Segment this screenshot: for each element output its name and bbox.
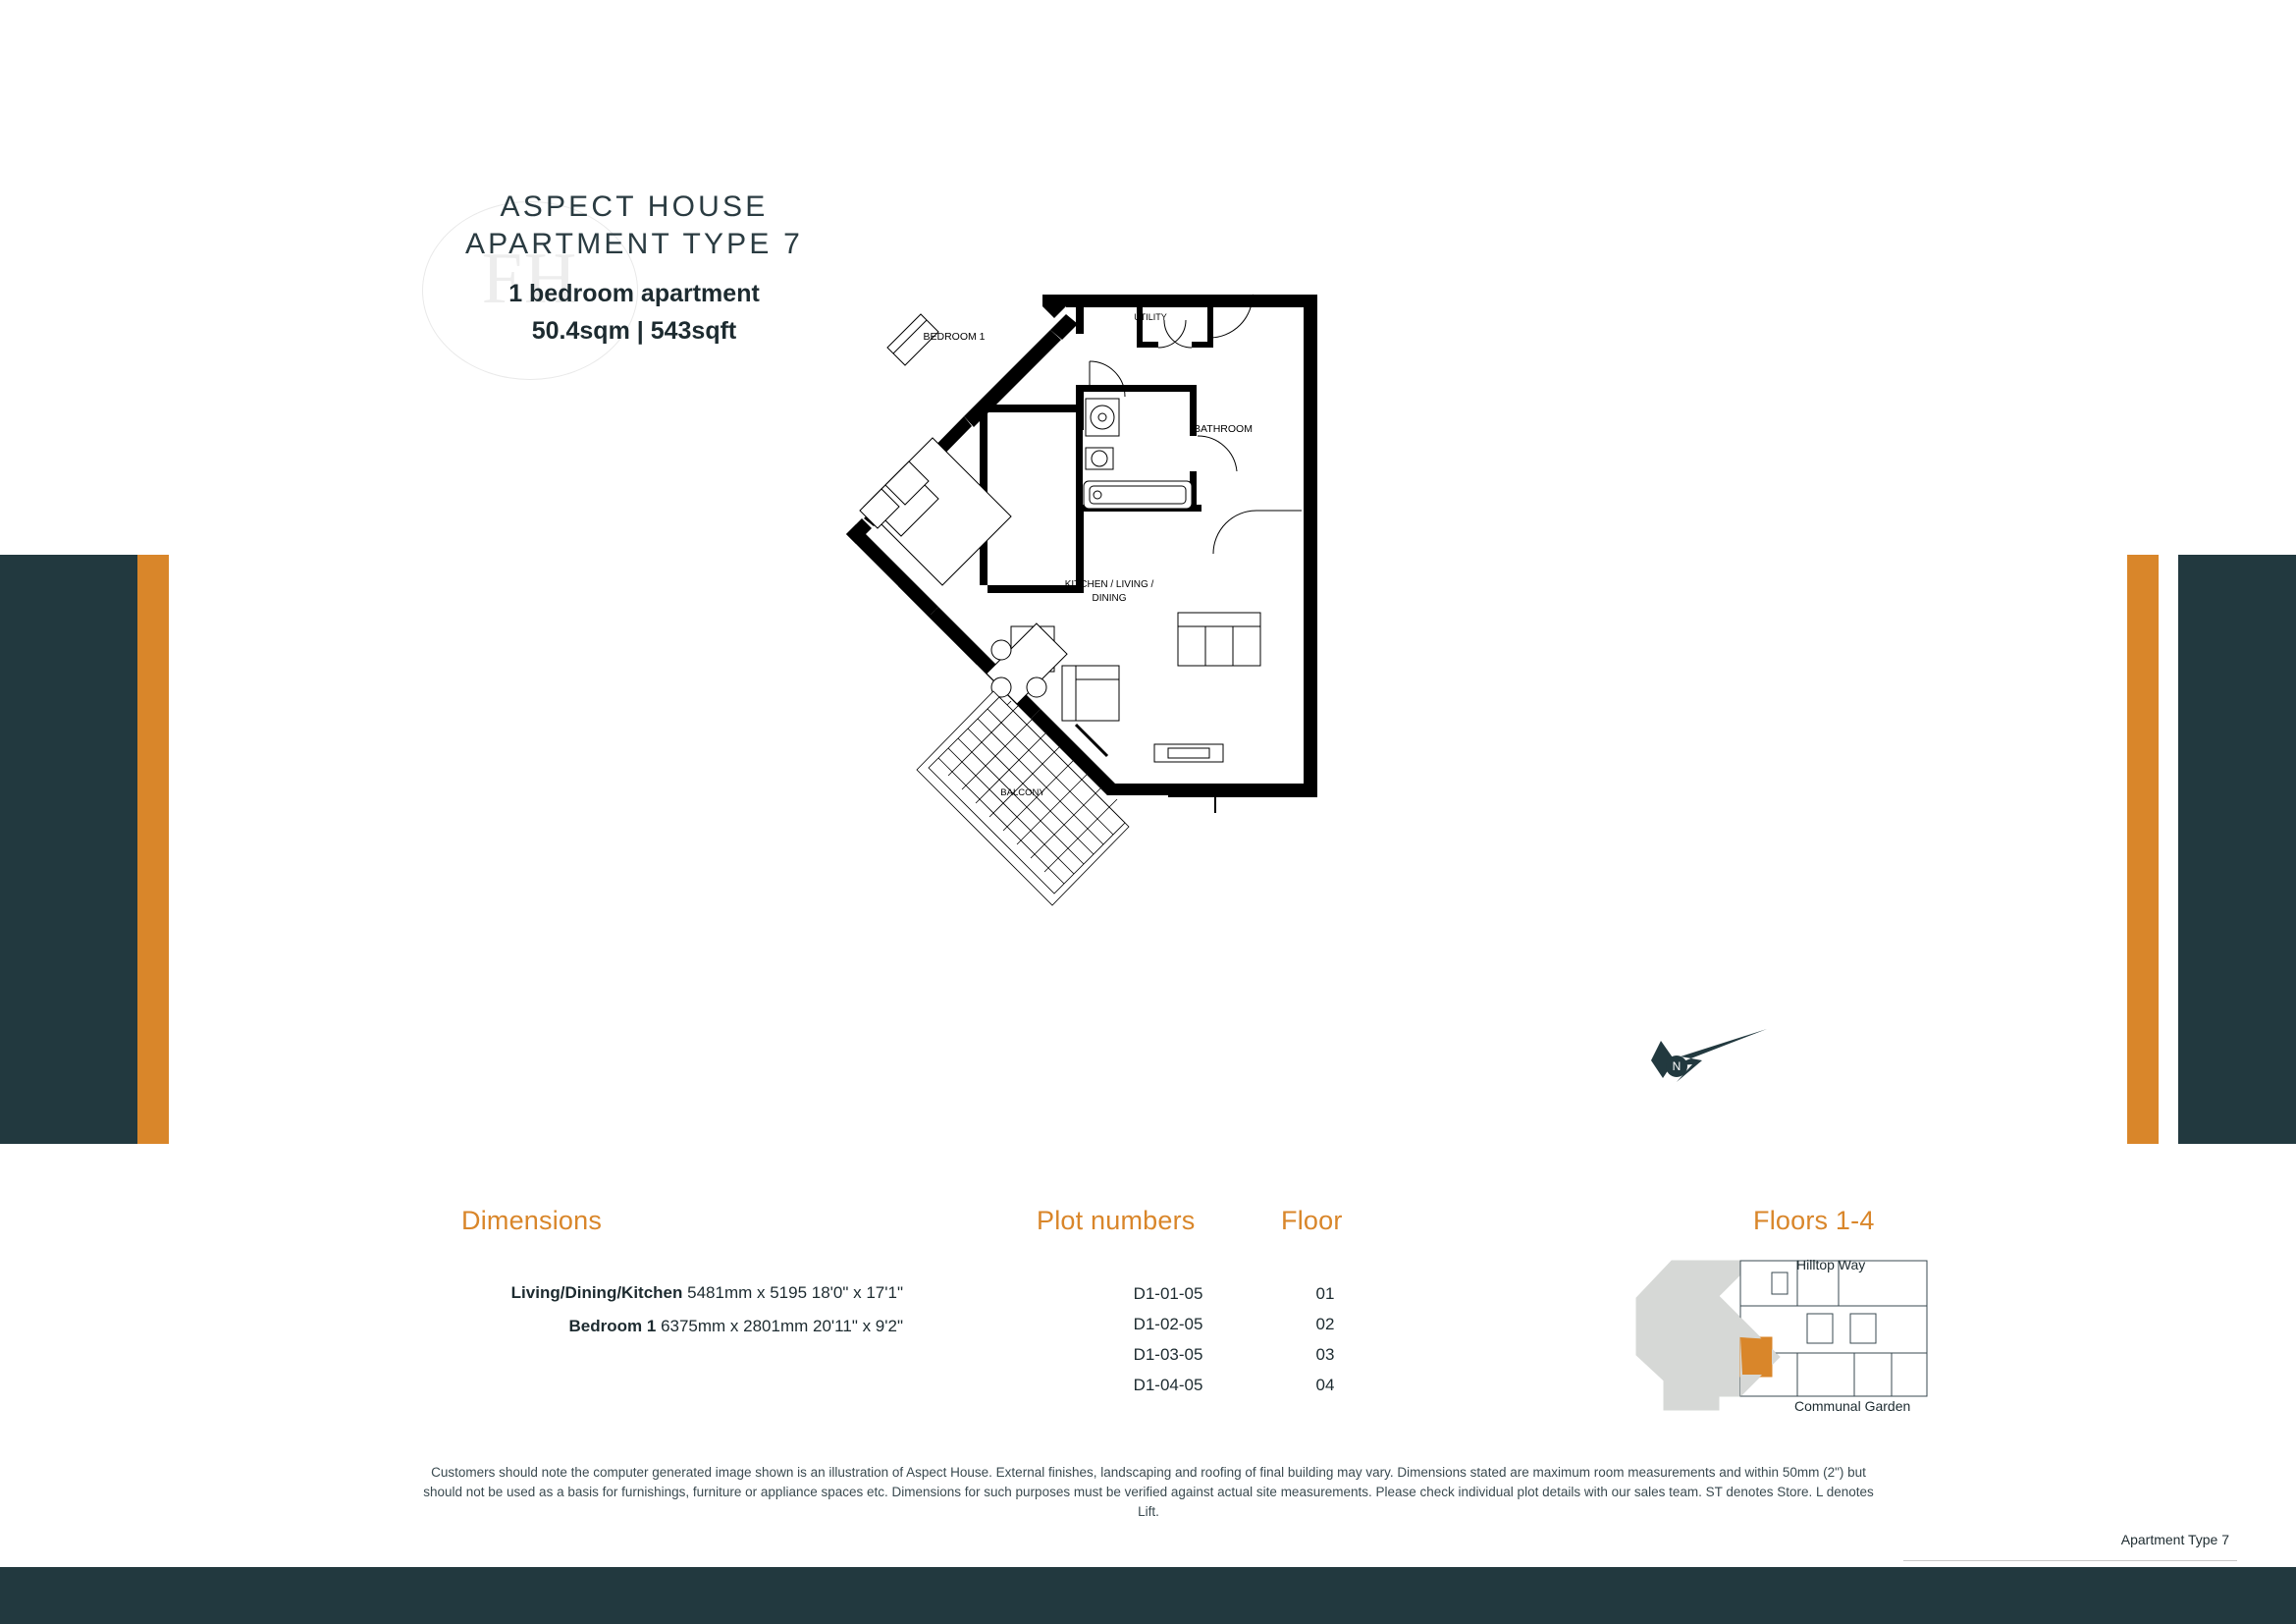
room-label-kitchen: KITCHEN / LIVING / bbox=[1064, 579, 1154, 590]
floor-value: 04 bbox=[1315, 1376, 1335, 1394]
room-label-bedroom: BEDROOM 1 bbox=[923, 331, 986, 343]
floorplan-drawing bbox=[844, 275, 1472, 1139]
disclaimer-text: Customers should note the computer generated image shown is an illustration of Aspect House. External finishes, landscaping and roofing of final building may vary. Dimensions stated are maximum room measurements and within 50mm (2") but should not be used as a basis for furnishings, furniture or appliance spaces etc. Dimensions for such purposes must be verified against actual site measurements. Please check individual plot details with our sales team. ST denotes Store. L denotes Lift. bbox=[423, 1465, 1874, 1519]
room-label-bathroom: BATHROOM bbox=[1194, 423, 1253, 435]
plot-number: D1-01-05 bbox=[1133, 1284, 1203, 1303]
dimension-name: Bedroom 1 bbox=[568, 1317, 657, 1335]
dimension-name: Living/Dining/Kitchen bbox=[510, 1283, 683, 1302]
corner-divider bbox=[1903, 1560, 2237, 1561]
keyplan-title: Floors 1-4 bbox=[1753, 1206, 1875, 1235]
dimensions-title: Dimensions bbox=[461, 1206, 603, 1235]
apartment-subtitle: 1 bedroom apartment bbox=[508, 280, 760, 307]
room-label-dining: DINING bbox=[1092, 593, 1127, 604]
room-label-balcony: BALCONY bbox=[1000, 787, 1045, 798]
plot-numbers-title: Plot numbers bbox=[1037, 1206, 1196, 1235]
compass-letter: N bbox=[1672, 1059, 1682, 1073]
floor-column-title: Floor bbox=[1281, 1206, 1343, 1235]
floor-value: 02 bbox=[1315, 1315, 1335, 1333]
keyplan-diagram bbox=[1625, 1247, 1958, 1443]
building-name: ASPECT HOUSE bbox=[500, 190, 769, 223]
plot-number: D1-02-05 bbox=[1133, 1315, 1203, 1333]
apartment-area: 50.4sqm | 543sqft bbox=[531, 317, 737, 345]
plot-number: D1-03-05 bbox=[1133, 1345, 1203, 1364]
floor-value: 01 bbox=[1315, 1284, 1335, 1303]
floor-list bbox=[1276, 1278, 1374, 1400]
dimensions-list bbox=[275, 1276, 903, 1343]
plot-number: D1-04-05 bbox=[1133, 1376, 1203, 1394]
right-accent-band bbox=[2127, 555, 2159, 1144]
left-color-band bbox=[0, 555, 157, 1144]
footer-bar bbox=[0, 1567, 2296, 1624]
room-label-utility: UTILITY bbox=[1134, 312, 1167, 322]
right-color-band bbox=[2178, 555, 2296, 1144]
keyplan-label-communal-garden: Communal Garden bbox=[1794, 1398, 1911, 1414]
dimension-value: 6375mm x 2801mm 20'11" x 9'2" bbox=[661, 1317, 903, 1335]
plot-numbers-list bbox=[1070, 1278, 1266, 1400]
keyplan-label-hilltop-way: Hilltop Way bbox=[1796, 1257, 1866, 1272]
watermark-text: FH bbox=[481, 239, 579, 319]
compass-icon bbox=[1641, 1021, 1779, 1090]
corner-apartment-type-label: Apartment Type 7 bbox=[2120, 1532, 2229, 1547]
left-accent-band bbox=[137, 555, 169, 1144]
apartment-type: APARTMENT TYPE 7 bbox=[464, 228, 804, 260]
floor-value: 03 bbox=[1315, 1345, 1335, 1364]
dimension-row bbox=[275, 1310, 903, 1343]
page-title bbox=[359, 189, 909, 350]
dimension-row bbox=[275, 1276, 903, 1310]
dimension-value: 5481mm x 5195 18'0" x 17'1" bbox=[687, 1283, 903, 1302]
